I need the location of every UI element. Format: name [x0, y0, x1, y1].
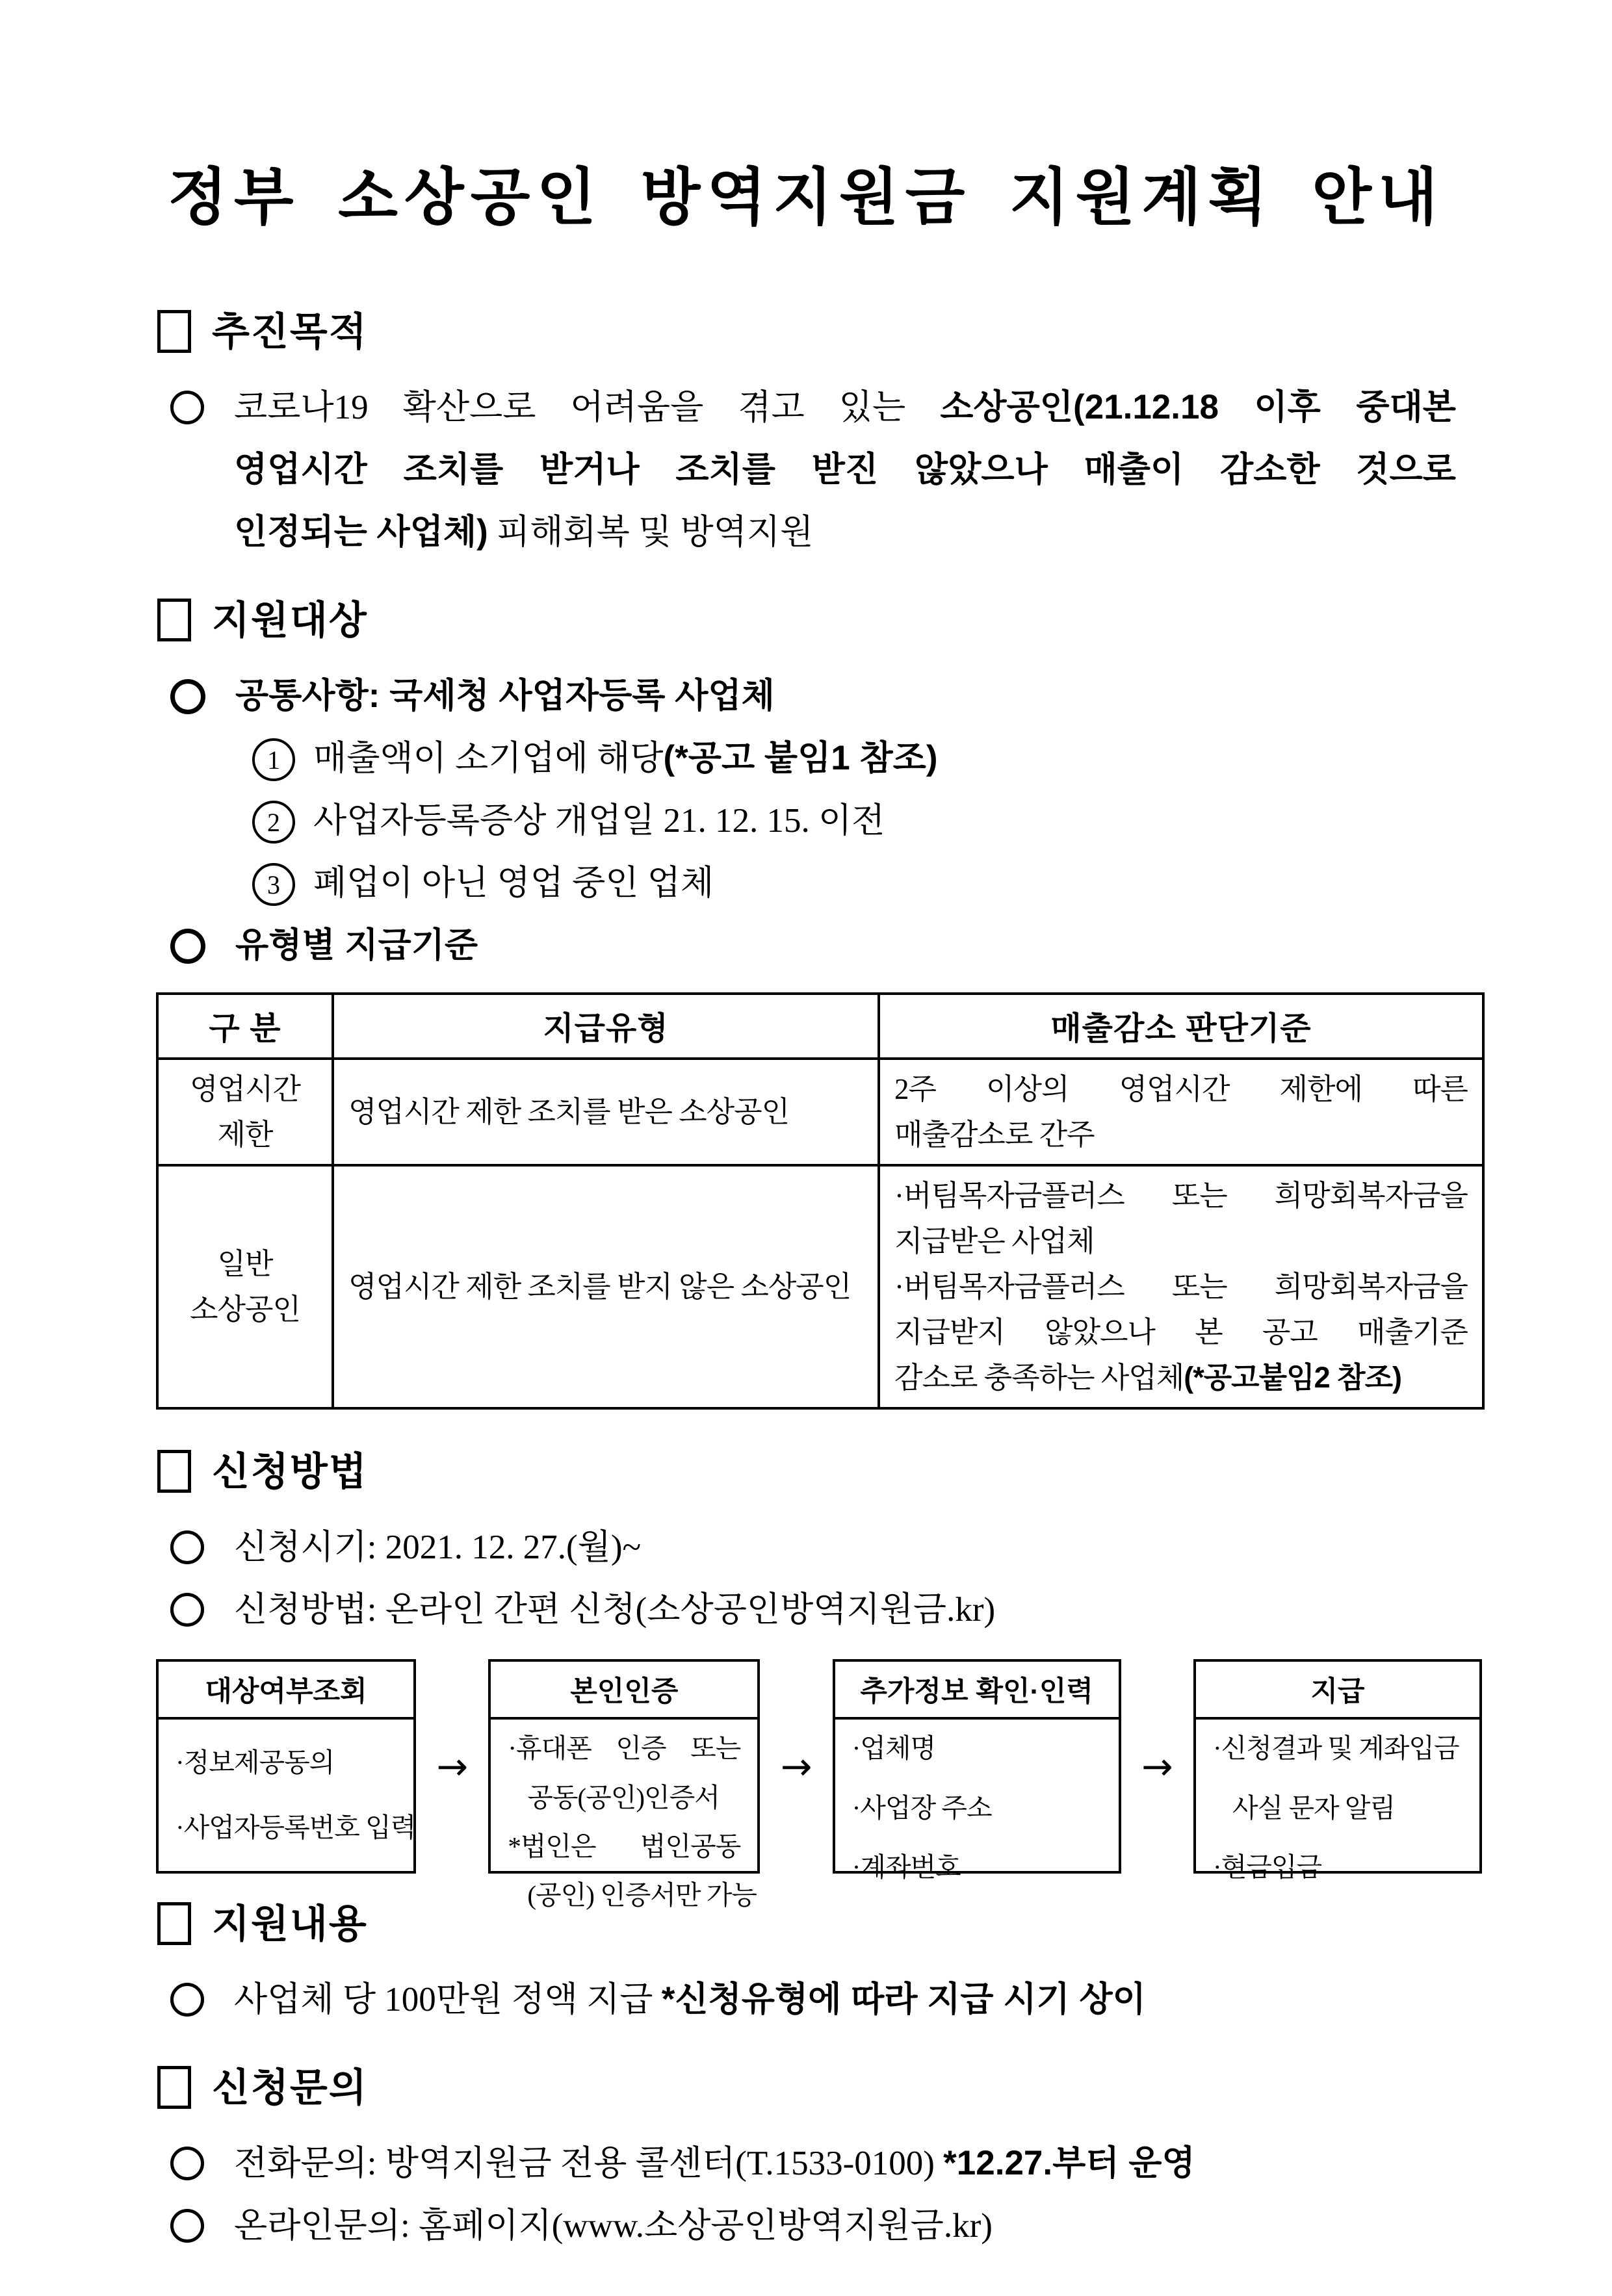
criteria-label-text: 유형별 지급기준	[235, 926, 478, 965]
circle-bullet-icon	[170, 929, 205, 964]
flow-box1-line2: ·사업자등록번호 입력	[176, 1812, 416, 1842]
flow-box2-line2: 공동(공인)인증서	[527, 1782, 720, 1812]
row1-criteria-line2: 매출감소로 간주	[894, 1118, 1095, 1152]
section-title-support: 지원내용	[212, 1902, 368, 1946]
row1-criteria-line1: 2주 이상의 영업시간 제한에 따른	[894, 1073, 1468, 1106]
support-amount-normal: 사업체 당 100만원 정액 지급	[234, 1981, 662, 2019]
circle-bullet-icon	[170, 1983, 204, 2017]
contact-phone-bold: *12.27.부터 운영	[943, 2144, 1195, 2183]
row2-criteria-line5	[894, 1355, 1468, 1400]
flow-box3-line3: ·계좌번호	[852, 1851, 961, 1882]
section-title-apply: 신청방법	[212, 1449, 368, 1493]
flow-box-identity-verification	[488, 1659, 760, 1911]
digit-2: 2	[267, 807, 280, 837]
flow-box-eligibility-check	[156, 1659, 416, 1874]
target-item1-text	[313, 727, 1456, 790]
row1-category-line1: 영업시간	[190, 1073, 300, 1106]
flow-box2-line1: ·휴대폰 인증 또는	[508, 1733, 741, 1764]
square-bullet-icon	[157, 310, 191, 353]
purpose-line1-bold: 소상공인(21.12.18 이후 중대본	[940, 388, 1456, 427]
target-item2-text: 사업자등록증상 개업일 21. 12. 15. 이전	[313, 802, 885, 840]
table-header-criteria: 매출감소 판단기준	[879, 994, 1483, 1059]
section-title-contact: 신청문의	[212, 2065, 368, 2109]
circle-bullet-icon	[170, 391, 204, 424]
digit-1: 1	[267, 745, 280, 775]
arrow-right-icon: →	[436, 1744, 468, 1789]
target-item1-bold: (*공고 붙임1 참조)	[663, 739, 938, 778]
row1-criteria-cell	[879, 1059, 1483, 1165]
criteria-label-row	[156, 914, 1456, 977]
circle-bullet-icon	[170, 2147, 204, 2180]
row1-type-cell	[333, 1059, 879, 1165]
row2-criteria-line3: ·버팀목자금플러스 또는 희망회복자금을	[894, 1271, 1468, 1304]
target-item-3	[252, 852, 1456, 914]
contact-online-row	[156, 2195, 1456, 2257]
flow-box4-line3: ·현금입금	[1212, 1851, 1322, 1882]
flow-box2-line3: *법인은 법인공동	[508, 1831, 741, 1861]
flow-box4-title: 지급	[1196, 1662, 1479, 1720]
criteria-table	[156, 992, 1485, 1410]
support-amount-row	[156, 1968, 1456, 2031]
target-item-1	[252, 727, 1456, 790]
support-amount-bold: *신청유형에 따라 지급 시기 상이	[661, 1980, 1146, 2019]
flow-box-additional-info	[833, 1659, 1121, 1882]
page-title: 정부 소상공인 방역지원금 지원계획 안내	[168, 163, 1444, 232]
contact-online-text: 온라인문의: 홈페이지(www.소상공인방역지원금.kr)	[234, 2207, 993, 2245]
contact-phone-normal: 전화문의: 방역지원금 전용 콜센터(T.1533-0100)	[234, 2145, 944, 2183]
circle-bullet-icon	[170, 679, 205, 714]
row2-category-cell	[157, 1165, 333, 1408]
purpose-paragraph	[156, 376, 1456, 563]
square-bullet-icon	[157, 1902, 191, 1945]
section-heading-apply	[156, 1450, 1456, 1493]
square-bullet-icon	[157, 2066, 191, 2109]
flow-box3-line2: ·사업장 주소	[852, 1792, 992, 1823]
circle-bullet-icon	[170, 2209, 204, 2243]
flow-box2-title: 본인인증	[491, 1662, 757, 1720]
row2-criteria-line4: 지급받지 않았으나 본 공고 매출기준	[894, 1316, 1468, 1349]
section-title-target: 지원대상	[212, 598, 368, 642]
flow-box1-line1: ·정보제공동의	[176, 1748, 335, 1778]
row2-category-line2: 소상공인	[190, 1293, 300, 1326]
flow-box3-title: 추가정보 확인·인력	[835, 1662, 1119, 1720]
row2-type-cell	[333, 1165, 879, 1408]
purpose-line-2: 영업시간 조치를 받거나 조치를 받진 않았으나 매출이 감소한 것으로	[234, 450, 1456, 489]
table-header-category: 구 분	[157, 994, 333, 1059]
table-header-row	[157, 994, 1483, 1059]
square-bullet-icon	[157, 1450, 191, 1493]
flow-box-payment	[1193, 1659, 1482, 1882]
arrow-right-icon: →	[780, 1744, 812, 1789]
apply-how-text: 신청방법: 온라인 간편 신청(소상공인방역지원금.kr)	[234, 1591, 996, 1629]
table-header-payment-type: 지급유형	[333, 994, 879, 1059]
section-heading-contact	[156, 2066, 1456, 2109]
row2-criteria-line2: 지급받은 사업체	[894, 1225, 1095, 1258]
application-flow-diagram	[156, 1659, 1482, 1911]
row2-criteria-cell	[879, 1165, 1483, 1408]
target-item-2	[252, 790, 1456, 852]
section-heading-support	[156, 1902, 1456, 1945]
section-title-purpose: 추진목적	[212, 309, 368, 354]
purpose-line3-bold: 인정되는 사업체)	[234, 513, 488, 552]
contact-phone-text	[234, 2132, 1456, 2195]
apply-when-text: 신청시기: 2021. 12. 27.(월)~	[234, 1529, 642, 1567]
flow-box2-line4: (공인) 인증서만 가능	[527, 1880, 757, 1911]
purpose-line3-normal: 피해회복 및 방역지원	[488, 513, 814, 552]
circle-bullet-icon	[170, 1593, 204, 1627]
flow-box3-line1: ·업체명	[852, 1733, 936, 1764]
row1-type-text: 영업시간 제한 조치를 받은 소상공인	[348, 1096, 790, 1129]
table-row-hours-restricted	[157, 1059, 1483, 1165]
target-common-row	[156, 665, 1456, 727]
circled-digit-1-icon	[252, 738, 295, 781]
section-heading-purpose	[156, 310, 1456, 353]
flow-box4-line2: 사실 문자 알림	[1232, 1792, 1396, 1823]
purpose-line-1	[234, 376, 1456, 439]
square-bullet-icon	[157, 599, 191, 641]
row2-criteria-line5-bold: (*공고붙임2 참조)	[1184, 1361, 1402, 1395]
row2-type-text: 영업시간 제한 조치를 받지 않은 소상공인	[348, 1271, 852, 1304]
support-amount-text	[234, 1968, 1456, 2031]
target-item1-normal: 매출액이 소기업에 해당	[313, 740, 664, 778]
target-common-text: 공통사항: 국세청 사업자등록 사업체	[235, 677, 775, 716]
apply-when-row	[156, 1516, 1456, 1579]
table-row-general	[157, 1165, 1483, 1408]
row1-category-cell	[157, 1059, 333, 1165]
row2-criteria-line5-normal: 감소로 충족하는 사업체	[894, 1361, 1184, 1395]
circled-digit-3-icon	[252, 863, 295, 906]
flow-box4-line1: ·신청결과 및 계좌입금	[1212, 1733, 1459, 1764]
apply-how-row	[156, 1579, 1456, 1641]
circled-digit-2-icon	[252, 801, 295, 844]
flow-box1-title: 대상여부조회	[159, 1662, 413, 1720]
row1-category-line2: 제한	[217, 1118, 273, 1152]
contact-phone-row	[156, 2132, 1456, 2195]
purpose-line1-normal: 코로나19 확산으로 어려움을 겪고 있는	[234, 389, 941, 427]
arrow-right-icon: →	[1141, 1744, 1173, 1789]
row2-criteria-line1: ·버팀목자금플러스 또는 희망회복자금을	[894, 1180, 1468, 1213]
purpose-line-3	[234, 501, 1456, 563]
circle-bullet-icon	[170, 1530, 204, 1564]
digit-3: 3	[267, 870, 280, 899]
target-item3-text: 폐업이 아닌 영업 중인 업체	[313, 864, 714, 903]
row2-category-line1: 일반	[217, 1248, 273, 1281]
section-heading-target	[156, 599, 1456, 641]
